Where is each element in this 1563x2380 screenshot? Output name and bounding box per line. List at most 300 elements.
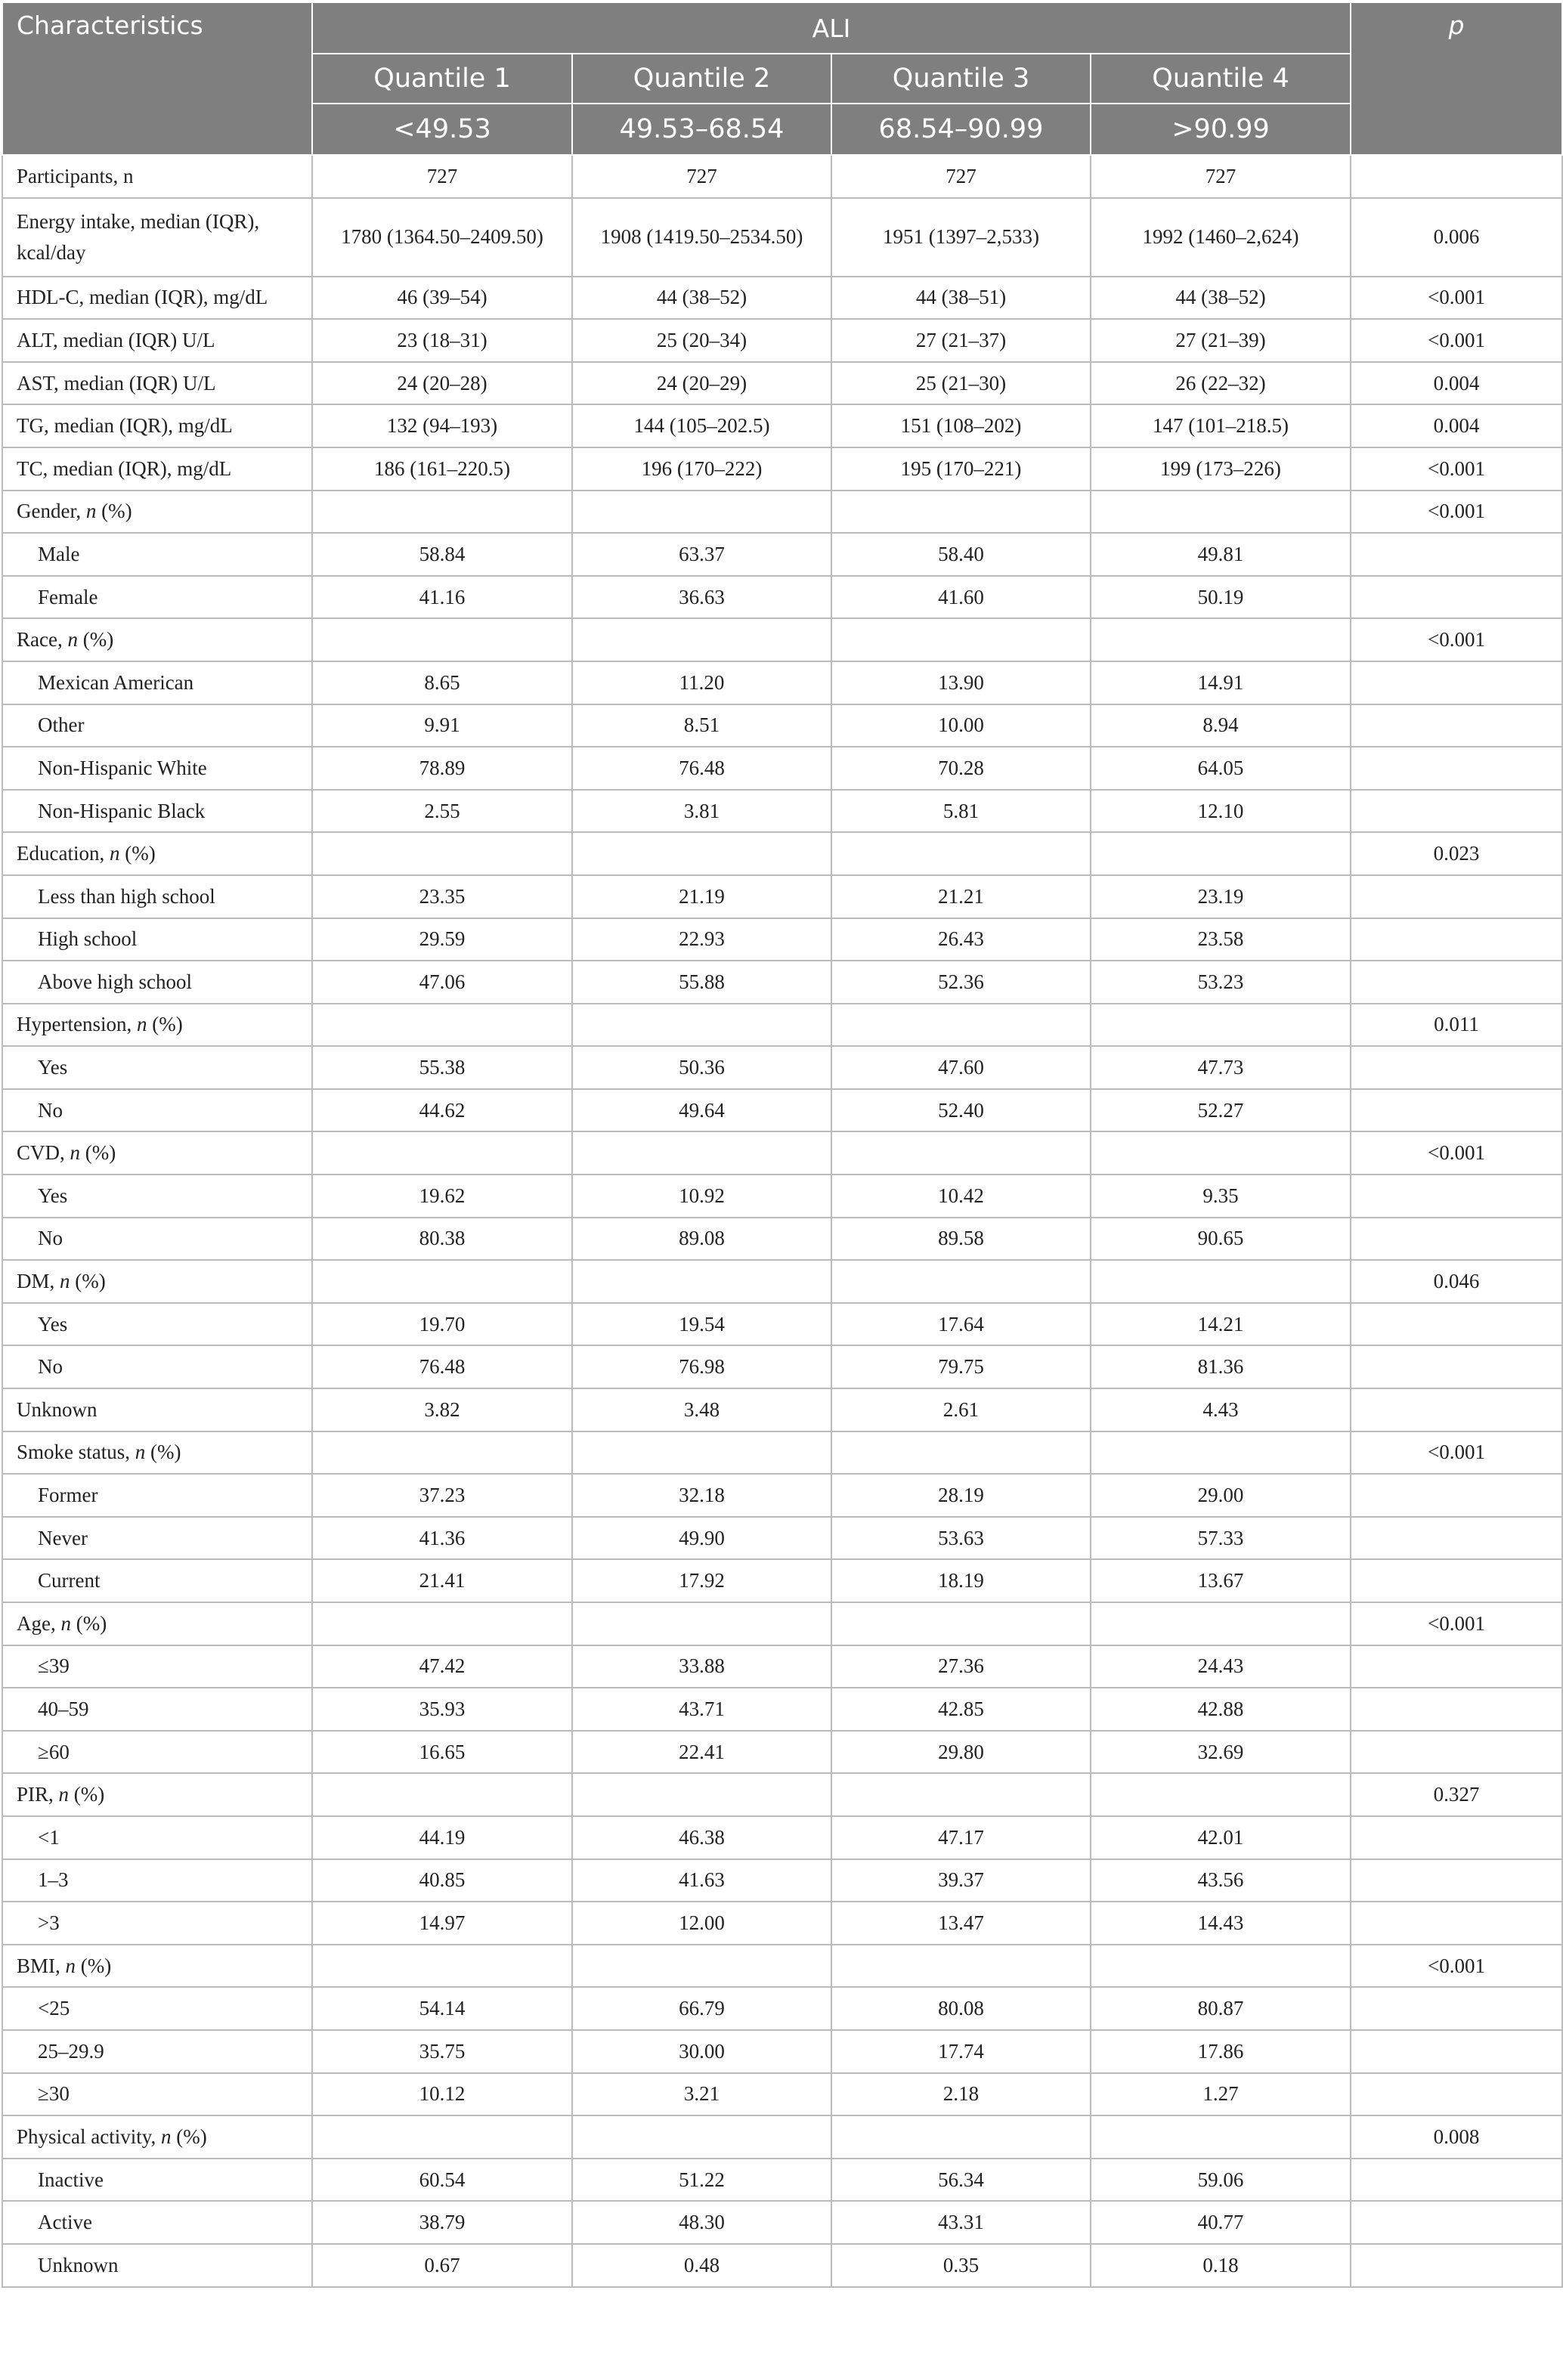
quantile-1-cell: 47.06 — [312, 961, 572, 1004]
row-label — [2, 2159, 312, 2202]
row-label-text: AST, median (IQR) U/L — [17, 371, 216, 395]
quantile-1-cell: 727 — [312, 155, 572, 198]
row-label-text: CVD, — [17, 1141, 70, 1165]
row-label — [2, 1902, 312, 1945]
p-value-cell — [1351, 1859, 1562, 1902]
row-label-text: No — [38, 1355, 63, 1379]
quantile-3-range: 68.54–90.99 — [831, 104, 1091, 155]
quantile-2-cell — [572, 491, 831, 534]
p-value-cell: 0.011 — [1351, 1004, 1562, 1047]
quantile-3-cell: 42.85 — [831, 1688, 1091, 1731]
p-value-cell — [1351, 1987, 1562, 2030]
row-label-text: 1–3 — [38, 1868, 69, 1892]
quantile-3-cell: 10.42 — [831, 1175, 1091, 1218]
row-label-text: Female — [38, 585, 98, 608]
quantile-1-cell: 9.91 — [312, 704, 572, 747]
row-label-suffix: (%) — [85, 1141, 116, 1165]
quantile-4-cell: 29.00 — [1091, 1474, 1351, 1517]
table-row — [2, 2115, 1562, 2159]
row-label — [2, 2244, 312, 2287]
quantile-2-cell: 3.48 — [572, 1388, 831, 1431]
p-value-cell: <0.001 — [1351, 491, 1562, 534]
quantile-4-range: >90.99 — [1091, 104, 1351, 155]
quantile-1-cell — [312, 491, 572, 534]
quantile-2-cell: 3.21 — [572, 2073, 831, 2116]
p-value-cell: <0.001 — [1351, 1602, 1562, 1645]
quantile-3-cell — [831, 1602, 1091, 1645]
quantile-1-cell: 41.36 — [312, 1517, 572, 1560]
quantile-4-cell — [1091, 618, 1351, 661]
quantile-1-cell: 35.75 — [312, 2030, 572, 2073]
quantile-1-cell: 19.62 — [312, 1175, 572, 1218]
table-row — [2, 1688, 1562, 1731]
quantile-4-cell: 8.94 — [1091, 704, 1351, 747]
row-label-text: <1 — [38, 1825, 60, 1849]
row-label — [2, 362, 312, 405]
quantile-4-cell — [1091, 832, 1351, 875]
quantile-1-cell — [312, 1602, 572, 1645]
quantile-3-cell: 2.61 — [831, 1388, 1091, 1431]
quantile-1-cell: 23 (18–31) — [312, 319, 572, 362]
quantile-2-cell: 55.88 — [572, 961, 831, 1004]
p-value-cell — [1351, 2030, 1562, 2073]
quantile-3-cell: 39.37 — [831, 1859, 1091, 1902]
quantile-4-cell — [1091, 1773, 1351, 1816]
quantile-4-cell: 24.43 — [1091, 1645, 1351, 1688]
quantile-3-cell: 80.08 — [831, 1987, 1091, 2030]
p-value-cell — [1351, 2073, 1562, 2116]
quantile-2-range: 49.53–68.54 — [572, 104, 831, 155]
row-label — [2, 918, 312, 961]
quantile-1-cell — [312, 618, 572, 661]
quantile-2-cell: 41.63 — [572, 1859, 831, 1902]
row-label-text: TG, median (IQR), mg/dL — [17, 414, 233, 438]
quantile-2-cell: 30.00 — [572, 2030, 831, 2073]
quantile-3-cell: 27.36 — [831, 1645, 1091, 1688]
p-value-cell — [1351, 661, 1562, 704]
table-row — [2, 2159, 1562, 2202]
row-label-text: Energy intake, median (IQR), kcal/day — [17, 209, 260, 264]
p-value-cell: 0.006 — [1351, 198, 1562, 277]
row-label-suffix: (%) — [73, 1783, 105, 1806]
row-label-text: Non-Hispanic Black — [38, 799, 206, 822]
row-label — [2, 533, 312, 576]
p-value-cell: 0.023 — [1351, 832, 1562, 875]
quantile-3-cell: 47.60 — [831, 1046, 1091, 1089]
p-value-cell — [1351, 1303, 1562, 1346]
table-row — [2, 404, 1562, 447]
quantile-1-cell: 44.19 — [312, 1816, 572, 1859]
quantile-1-cell: 23.35 — [312, 875, 572, 918]
p-value-cell — [1351, 747, 1562, 790]
table-row — [2, 1175, 1562, 1218]
table-row — [2, 319, 1562, 362]
row-label — [2, 2030, 312, 2073]
quantile-2-cell: 21.19 — [572, 875, 831, 918]
row-label-text: ≤39 — [38, 1654, 70, 1678]
quantile-2-cell — [572, 1260, 831, 1303]
quantile-1-cell: 80.38 — [312, 1218, 572, 1261]
row-label-text: Yes — [38, 1312, 68, 1335]
table-container — [2, 2, 1561, 2288]
quantile-1-cell: 2.55 — [312, 790, 572, 833]
quantile-3-cell — [831, 1773, 1091, 1816]
row-label — [2, 2201, 312, 2244]
row-label — [2, 1731, 312, 1774]
quantile-4-cell: 14.43 — [1091, 1902, 1351, 1945]
quantile-4-cell: 52.27 — [1091, 1089, 1351, 1132]
table-row — [2, 961, 1562, 1004]
row-label-text: 40–59 — [38, 1697, 89, 1720]
row-label — [2, 1987, 312, 2030]
quantile-4-cell — [1091, 1431, 1351, 1475]
row-label-suffix: (%) — [125, 842, 156, 865]
row-label-text: Above high school — [38, 970, 192, 993]
row-label-text: Gender, — [17, 500, 86, 523]
row-label — [2, 1559, 312, 1602]
row-label-text: Non-Hispanic White — [38, 756, 207, 779]
n-italic: n — [58, 1783, 70, 1806]
quantile-1-cell: 76.48 — [312, 1345, 572, 1388]
quantile-3-cell: 2.18 — [831, 2073, 1091, 2116]
quantile-2-cell: 0.48 — [572, 2244, 831, 2287]
row-label — [2, 747, 312, 790]
quantile-2-cell — [572, 1945, 831, 1988]
quantile-2-cell: 17.92 — [572, 1559, 831, 1602]
table-row — [2, 1345, 1562, 1388]
p-value-cell — [1351, 1388, 1562, 1431]
table-row — [2, 618, 1562, 661]
row-label — [2, 832, 312, 875]
table-row — [2, 576, 1562, 619]
table-row — [2, 1559, 1562, 1602]
n-italic: n — [65, 1954, 76, 1977]
table-row — [2, 2030, 1562, 2073]
quantile-3-cell — [831, 2115, 1091, 2159]
row-label-text: Current — [38, 1569, 101, 1592]
row-label-text: Inactive — [38, 2168, 104, 2191]
quantile-2-cell: 49.64 — [572, 1089, 831, 1132]
quantile-3-cell: 18.19 — [831, 1559, 1091, 1602]
row-label — [2, 875, 312, 918]
p-value-cell — [1351, 1902, 1562, 1945]
quantile-1-cell: 24 (20–28) — [312, 362, 572, 405]
table-row — [2, 1089, 1562, 1132]
p-value-cell: <0.001 — [1351, 277, 1562, 320]
row-label-text: Yes — [38, 1184, 68, 1207]
row-label-text: Former — [38, 1484, 98, 1507]
p-value-cell — [1351, 1175, 1562, 1218]
quantile-3-cell — [831, 1004, 1091, 1047]
quantile-1-cell: 29.59 — [312, 918, 572, 961]
quantile-4-cell: 727 — [1091, 155, 1351, 198]
quantile-2-cell: 43.71 — [572, 1688, 831, 1731]
quantile-4-cell: 42.01 — [1091, 1816, 1351, 1859]
quantile-2-cell: 66.79 — [572, 1987, 831, 2030]
quantile-4-cell: 44 (38–52) — [1091, 277, 1351, 320]
p-value-cell — [1351, 1559, 1562, 1602]
quantile-2-cell: 76.48 — [572, 747, 831, 790]
quantile-2-cell: 11.20 — [572, 661, 831, 704]
quantile-2-cell: 22.41 — [572, 1731, 831, 1774]
quantile-1-cell: 37.23 — [312, 1474, 572, 1517]
quantile-4-cell — [1091, 1945, 1351, 1988]
quantile-4-cell: 9.35 — [1091, 1175, 1351, 1218]
quantile-1-cell: 58.84 — [312, 533, 572, 576]
quantile-1-cell — [312, 1431, 572, 1475]
row-label-text: >3 — [38, 1911, 60, 1934]
p-value-cell: 0.046 — [1351, 1260, 1562, 1303]
quantile-1-cell — [312, 832, 572, 875]
row-label-text: High school — [38, 927, 138, 951]
row-label — [2, 1517, 312, 1560]
quantile-2-cell: 144 (105–202.5) — [572, 404, 831, 447]
quantile-2-cell: 3.81 — [572, 790, 831, 833]
quantile-4-cell: 57.33 — [1091, 1517, 1351, 1560]
table-row — [2, 1474, 1562, 1517]
quantile-1-cell: 14.97 — [312, 1902, 572, 1945]
table-row — [2, 1131, 1562, 1175]
row-label-text: <25 — [38, 1997, 70, 2020]
quantile-1-cell — [312, 2115, 572, 2159]
quantile-1-cell — [312, 1004, 572, 1047]
quantile-3-cell: 29.80 — [831, 1731, 1091, 1774]
quantile-2-cell: 36.63 — [572, 576, 831, 619]
n-italic: n — [160, 2125, 172, 2148]
quantile-3-cell: 17.74 — [831, 2030, 1091, 2073]
row-label — [2, 1303, 312, 1346]
quantile-4-cell: 53.23 — [1091, 961, 1351, 1004]
table-row — [2, 2201, 1562, 2244]
quantile-4-cell: 27 (21–39) — [1091, 319, 1351, 362]
quantile-1-cell: 40.85 — [312, 1859, 572, 1902]
row-label — [2, 1260, 312, 1303]
quantile-2-cell: 12.00 — [572, 1902, 831, 1945]
quantile-1-range: <49.53 — [312, 104, 572, 155]
quantile-1-cell: 78.89 — [312, 747, 572, 790]
quantile-3-cell: 56.34 — [831, 2159, 1091, 2202]
row-label-text: Less than high school — [38, 884, 215, 908]
quantile-3-cell — [831, 491, 1091, 534]
row-label-text: ALT, median (IQR) U/L — [17, 328, 215, 351]
row-label — [2, 1602, 312, 1645]
row-label-text: ≥30 — [38, 2082, 70, 2106]
quantile-2-cell — [572, 1004, 831, 1047]
table-row — [2, 1517, 1562, 1560]
quantile-3-cell: 43.31 — [831, 2201, 1091, 2244]
quantile-2-cell: 32.18 — [572, 1474, 831, 1517]
quantile-3-cell: 727 — [831, 155, 1091, 198]
n-italic: n — [60, 1611, 71, 1635]
row-label-suffix: (%) — [80, 1954, 112, 1977]
p-value-cell — [1351, 2201, 1562, 2244]
quantile-4-cell: 49.81 — [1091, 533, 1351, 576]
quantile-2-cell: 33.88 — [572, 1645, 831, 1688]
table-row — [2, 1987, 1562, 2030]
row-label — [2, 661, 312, 704]
quantile-1-cell: 47.42 — [312, 1645, 572, 1688]
quantile-3-cell — [831, 1131, 1091, 1175]
p-value-cell — [1351, 1218, 1562, 1261]
quantile-4-cell: 47.73 — [1091, 1046, 1351, 1089]
quantile-2-cell: 8.51 — [572, 704, 831, 747]
quantile-3-cell: 28.19 — [831, 1474, 1091, 1517]
quantile-1-cell: 38.79 — [312, 2201, 572, 2244]
quantile-2-cell: 46.38 — [572, 1816, 831, 1859]
row-label-suffix: (%) — [75, 1270, 106, 1293]
p-value-cell — [1351, 155, 1562, 198]
quantile-1-cell: 35.93 — [312, 1688, 572, 1731]
quantile-2-cell: 63.37 — [572, 533, 831, 576]
p-value-cell — [1351, 1688, 1562, 1731]
quantile-1-cell: 132 (94–193) — [312, 404, 572, 447]
row-label — [2, 704, 312, 747]
quantile-3-cell: 58.40 — [831, 533, 1091, 576]
row-label — [2, 1046, 312, 1089]
table-row — [2, 2073, 1562, 2116]
quantile-2-cell — [572, 1131, 831, 1175]
quantile-4-cell — [1091, 1602, 1351, 1645]
quantile-3-cell: 195 (170–221) — [831, 447, 1091, 491]
quantile-4-cell: 17.86 — [1091, 2030, 1351, 2073]
row-label-text: Other — [38, 713, 85, 737]
row-label-text: Yes — [38, 1056, 68, 1079]
quantile-2-cell: 89.08 — [572, 1218, 831, 1261]
row-label — [2, 491, 312, 534]
row-label-text: Education, — [17, 842, 110, 865]
quantile-3-cell: 26.43 — [831, 918, 1091, 961]
quantile-4-header: Quantile 4 — [1091, 54, 1351, 104]
quantile-3-cell: 21.21 — [831, 875, 1091, 918]
p-value-cell — [1351, 704, 1562, 747]
quantile-2-cell: 196 (170–222) — [572, 447, 831, 491]
quantile-2-cell: 1908 (1419.50–2534.50) — [572, 198, 831, 277]
quantile-4-cell: 199 (173–226) — [1091, 447, 1351, 491]
quantile-1-cell: 46 (39–54) — [312, 277, 572, 320]
p-value-cell — [1351, 1474, 1562, 1517]
quantile-4-cell: 32.69 — [1091, 1731, 1351, 1774]
p-value-header: p — [1351, 2, 1562, 155]
quantile-1-cell: 21.41 — [312, 1559, 572, 1602]
row-label-text: Participants, n — [17, 164, 134, 187]
quantile-3-cell: 1951 (1397–2,533) — [831, 198, 1091, 277]
quantile-4-cell — [1091, 1004, 1351, 1047]
quantile-3-cell: 52.40 — [831, 1089, 1091, 1132]
table-row — [2, 1902, 1562, 1945]
n-italic: n — [70, 1141, 81, 1165]
quantile-1-cell: 8.65 — [312, 661, 572, 704]
quantile-1-cell: 10.12 — [312, 2073, 572, 2116]
quantile-1-cell: 44.62 — [312, 1089, 572, 1132]
quantile-1-cell: 1780 (1364.50–2409.50) — [312, 198, 572, 277]
row-label-text: No — [38, 1098, 63, 1122]
table-row — [2, 1773, 1562, 1816]
quantile-1-cell — [312, 1131, 572, 1175]
quantile-2-cell — [572, 618, 831, 661]
table-body — [2, 155, 1562, 2287]
p-value-cell: <0.001 — [1351, 319, 1562, 362]
quantile-2-cell: 19.54 — [572, 1303, 831, 1346]
p-value-cell: <0.001 — [1351, 1945, 1562, 1988]
quantile-3-cell: 5.81 — [831, 790, 1091, 833]
p-value-cell — [1351, 918, 1562, 961]
table-row — [2, 533, 1562, 576]
quantile-1-cell: 54.14 — [312, 1987, 572, 2030]
quantile-3-cell: 13.90 — [831, 661, 1091, 704]
quantile-4-cell: 23.58 — [1091, 918, 1351, 961]
quantile-3-cell: 53.63 — [831, 1517, 1091, 1560]
quantile-2-cell: 727 — [572, 155, 831, 198]
row-label-text: Physical activity, — [17, 2125, 161, 2148]
row-label — [2, 1431, 312, 1475]
table-header — [2, 2, 1562, 155]
n-italic: n — [136, 1013, 147, 1036]
p-value-cell: <0.001 — [1351, 447, 1562, 491]
quantile-1-cell: 41.16 — [312, 576, 572, 619]
table-row — [2, 1303, 1562, 1346]
quantile-2-cell — [572, 2115, 831, 2159]
row-label — [2, 1345, 312, 1388]
row-label-suffix: (%) — [76, 1611, 107, 1635]
quantile-4-cell: 0.18 — [1091, 2244, 1351, 2287]
quantile-2-cell: 22.93 — [572, 918, 831, 961]
row-label — [2, 790, 312, 833]
row-label — [2, 1175, 312, 1218]
p-value-cell: 0.008 — [1351, 2115, 1562, 2159]
row-label-text: PIR, — [17, 1783, 59, 1806]
quantile-2-cell — [572, 1773, 831, 1816]
row-label — [2, 447, 312, 491]
table-row — [2, 1731, 1562, 1774]
quantile-4-cell: 42.88 — [1091, 1688, 1351, 1731]
quantile-4-cell: 12.10 — [1091, 790, 1351, 833]
p-value-cell — [1351, 875, 1562, 918]
quantile-1-cell — [312, 1260, 572, 1303]
quantile-3-cell: 17.64 — [831, 1303, 1091, 1346]
n-italic: n — [60, 1270, 70, 1293]
quantile-4-cell: 23.19 — [1091, 875, 1351, 918]
n-italic: n — [109, 842, 120, 865]
row-label-text: Smoke status, — [17, 1441, 135, 1464]
p-value-cell — [1351, 2244, 1562, 2287]
row-label — [2, 618, 312, 661]
quantile-4-cell: 4.43 — [1091, 1388, 1351, 1431]
quantile-3-cell: 89.58 — [831, 1218, 1091, 1261]
p-value-cell — [1351, 961, 1562, 1004]
p-value-cell — [1351, 1816, 1562, 1859]
quantile-3-cell: 10.00 — [831, 704, 1091, 747]
quantile-2-cell: 25 (20–34) — [572, 319, 831, 362]
table-row — [2, 1602, 1562, 1645]
quantile-3-cell: 27 (21–37) — [831, 319, 1091, 362]
table-row — [2, 277, 1562, 320]
row-label-text: TC, median (IQR), mg/dL — [17, 457, 232, 480]
quantile-3-header: Quantile 3 — [831, 54, 1091, 104]
quantile-1-cell — [312, 1773, 572, 1816]
row-label — [2, 1004, 312, 1047]
table-row — [2, 1046, 1562, 1089]
row-label — [2, 1688, 312, 1731]
p-value-cell — [1351, 1345, 1562, 1388]
quantile-2-cell: 50.36 — [572, 1046, 831, 1089]
p-value-cell — [1351, 1731, 1562, 1774]
quantile-1-cell: 186 (161–220.5) — [312, 447, 572, 491]
quantile-1-cell: 55.38 — [312, 1046, 572, 1089]
p-value-cell — [1351, 576, 1562, 619]
table-row — [2, 704, 1562, 747]
p-value-cell: 0.327 — [1351, 1773, 1562, 1816]
quantile-4-cell: 14.21 — [1091, 1303, 1351, 1346]
